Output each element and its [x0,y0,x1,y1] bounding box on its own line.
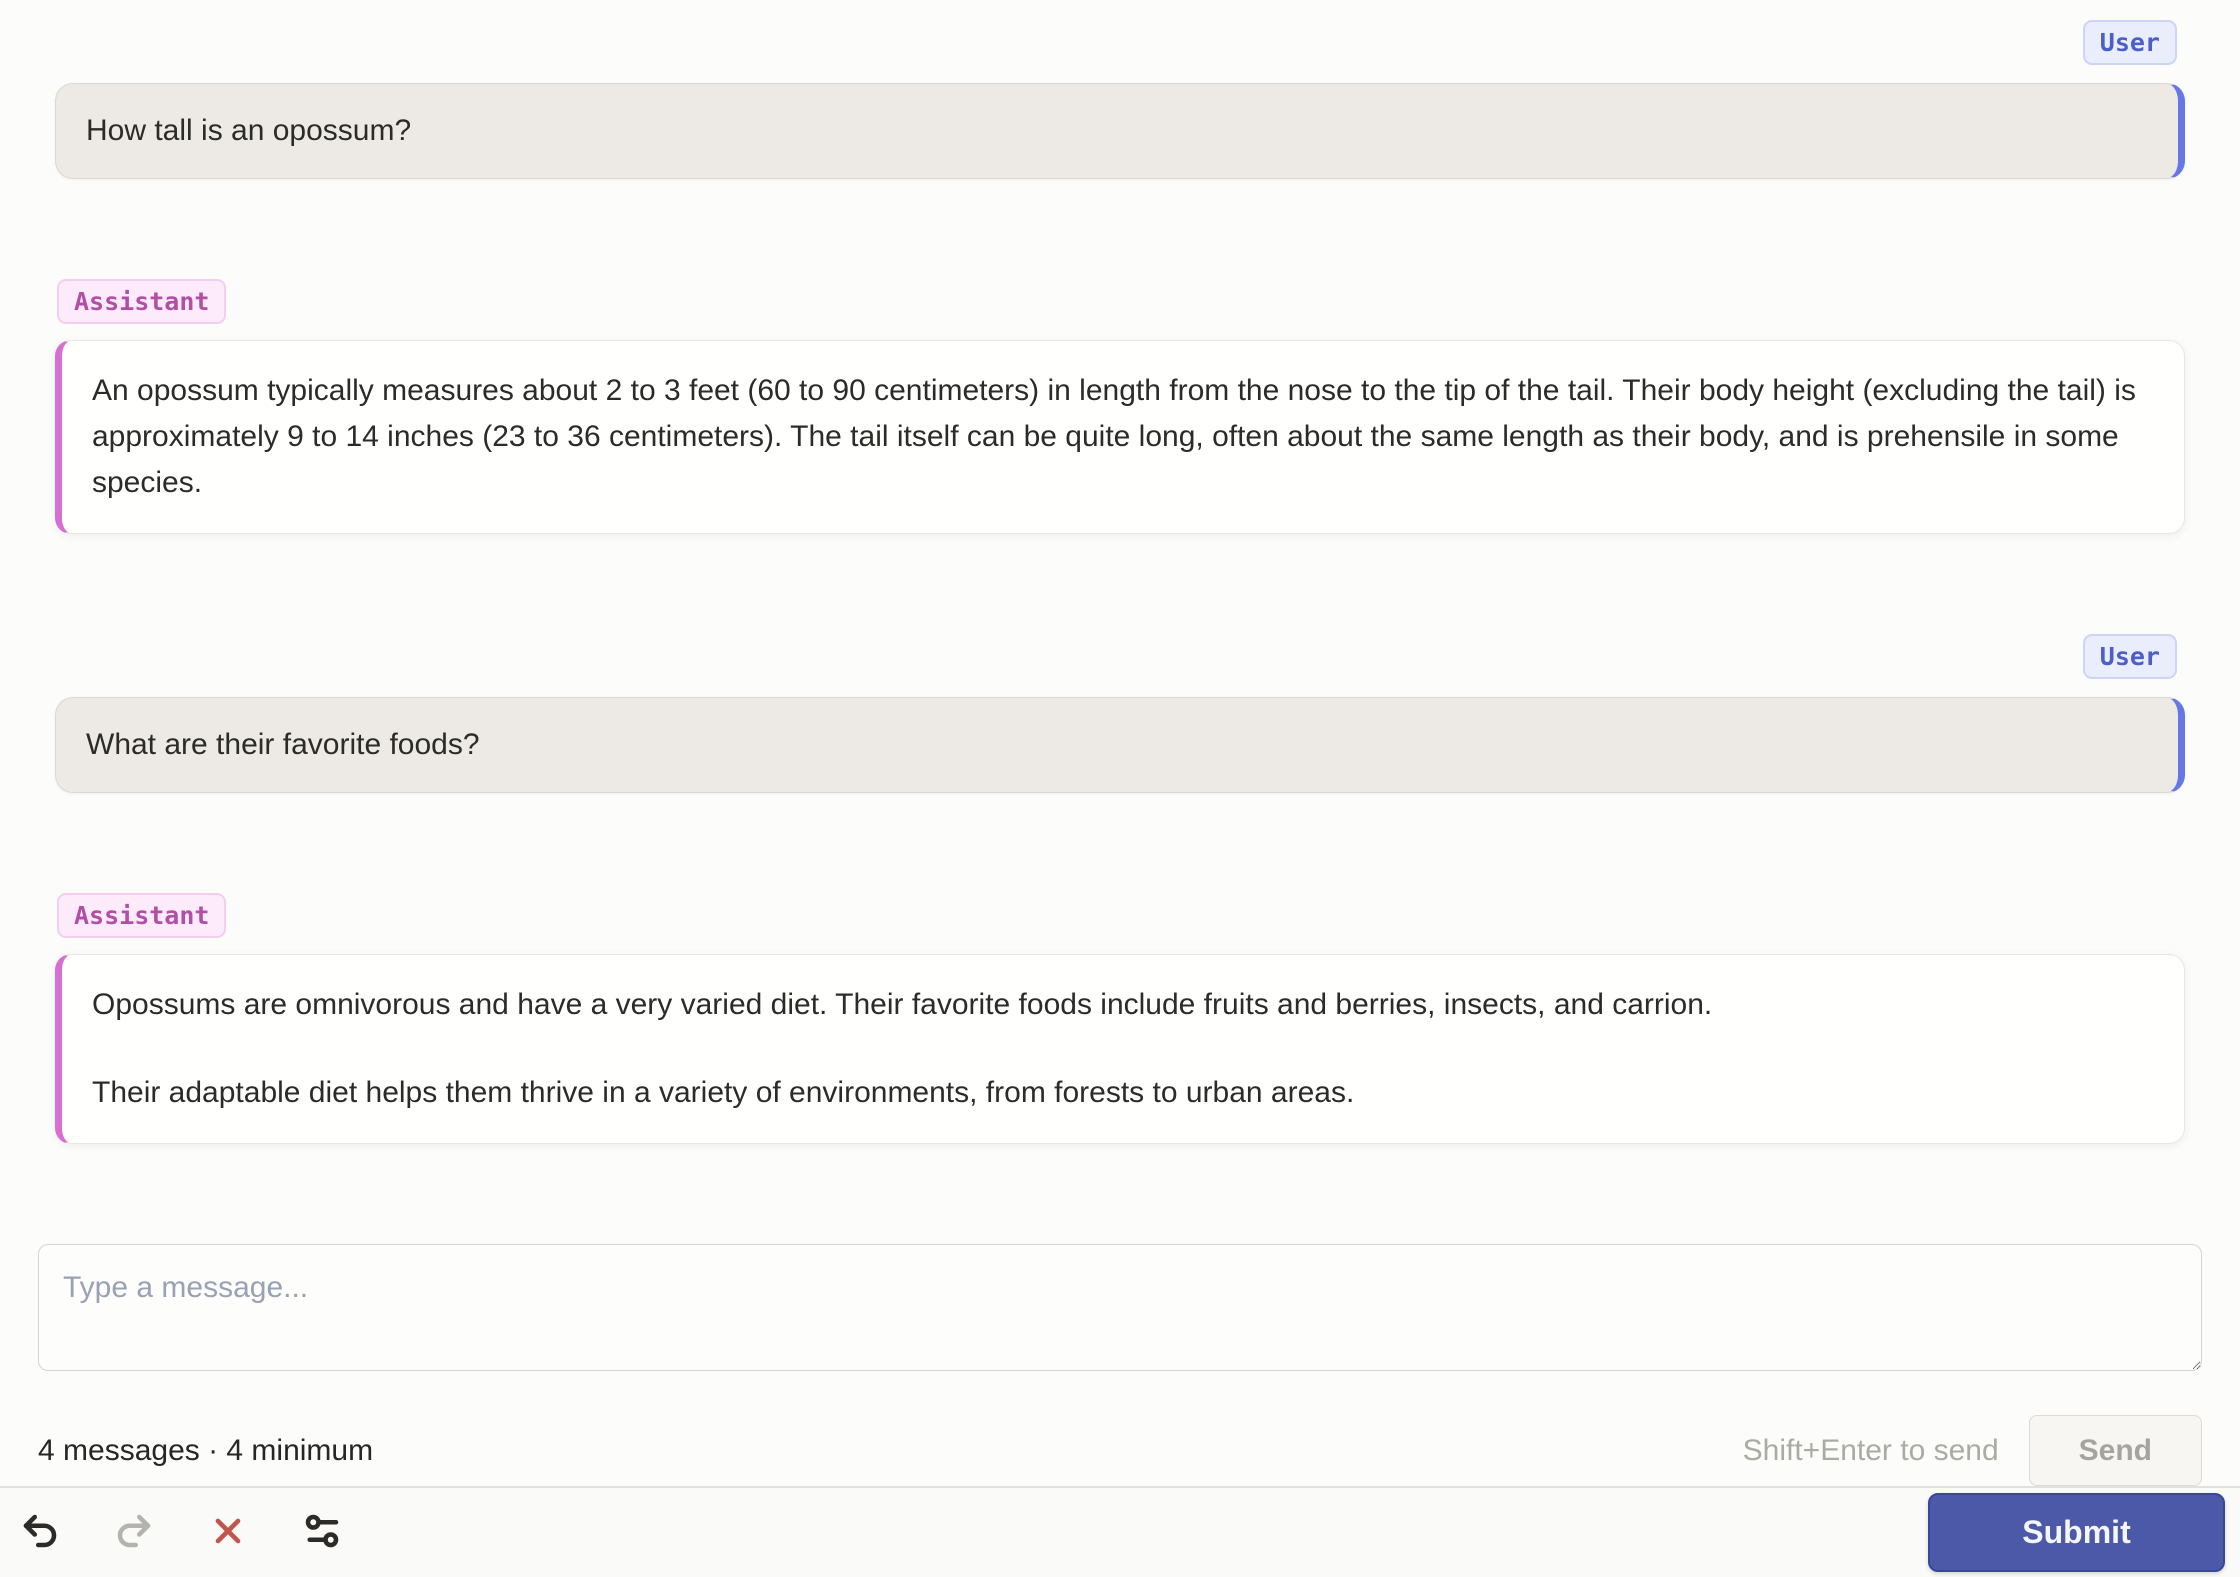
role-badge-assistant: Assistant [57,279,226,324]
settings-sliders-icon [301,1510,343,1555]
send-group [1743,1415,2202,1486]
redo-button[interactable] [108,1507,160,1559]
undo-icon [19,1510,61,1555]
assistant-message-text: Their adaptable diet helps them thrive in a variety of environments, from forests to urban areas. [92,1076,1355,1109]
assistant-message-text: Opossums are omnivorous and have a very varied diet. Their favorite foods include fruits and berries, insects, and carrion. [92,988,1713,1021]
settings-button[interactable] [296,1507,348,1559]
role-badge-user: User [2083,634,2177,679]
user-message-text: What are their favorite foods? [86,728,480,761]
send-button[interactable]: Send [2029,1415,2202,1486]
message-turn-assistant [55,279,2185,534]
submit-button[interactable]: Submit [1928,1493,2225,1572]
user-message-bubble[interactable] [55,83,2185,179]
message-input[interactable] [38,1244,2202,1371]
assistant-message-card[interactable] [55,340,2185,534]
message-turn-user [55,20,2185,179]
message-turn-assistant [55,893,2185,1144]
role-badge-assistant: Assistant [57,893,226,938]
delete-button[interactable] [202,1507,254,1559]
bottom-toolbar [0,1486,2240,1577]
composer [0,1244,2240,1486]
delete-x-icon [208,1511,248,1554]
message-turn-user [55,634,2185,793]
composer-footer [38,1415,2202,1486]
role-badge-user: User [2083,20,2177,65]
redo-icon [113,1510,155,1555]
send-shortcut-hint: Shift+Enter to send [1742,1433,1999,1467]
assistant-message-text: An opossum typically measures about 2 to 3 feet (60 to 90 centimeters) in length from the nose to the tip of the tail. Their body height (excluding the tail) is approximately 9 to 14 inches (23 to 36 centimeters). The tail itself can be quite long, often about the same length as their body, and is prehensile in some species. [92,374,2136,499]
user-message-text: How tall is an opossum? [86,114,412,147]
message-count-status: 4 messages · 4 minimum [38,1433,374,1467]
undo-button[interactable] [14,1507,66,1559]
assistant-message-card[interactable] [55,954,2185,1144]
user-message-bubble[interactable] [55,697,2185,793]
